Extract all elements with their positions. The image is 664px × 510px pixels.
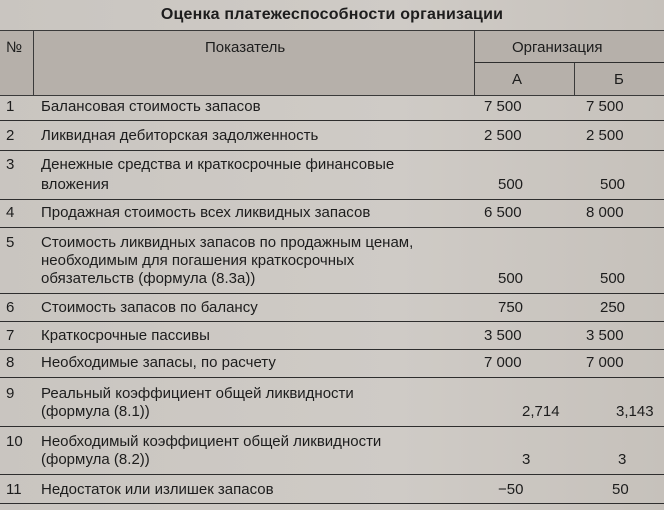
row-divider [0,150,664,151]
header-org-b: Б [614,71,624,88]
row-indicator: Краткосрочные пассивы [41,327,210,344]
row-number: 7 [6,327,15,344]
row-value-a: 7 000 [484,354,522,371]
row-value-b: 7 000 [586,354,624,371]
header-divider [574,62,575,95]
row-value-b: 500 [600,270,626,287]
row-value-b: 50 [612,481,629,498]
row-value-b: 250 [600,299,626,316]
header-subline [474,62,664,63]
row-number: 3 [6,156,15,173]
header-org-a: А [512,71,523,88]
row-value-b: 3,143 [616,403,654,420]
row-indicator-line2: необходимым для погашения краткосрочных [41,252,355,269]
header-divider [33,30,34,95]
row-value-a: 3 500 [484,327,522,344]
row-divider [0,293,664,294]
row-indicator-line3: обязательств (формула (8.3а)) [41,270,256,287]
row-value-a: 7 500 [484,98,522,115]
row-indicator: Стоимость запасов по балансу [41,299,258,316]
row-indicator: Стоимость ликвидных запасов по продажным ценам, [41,234,414,251]
row-value-b: 3 500 [586,327,624,344]
row-value-a: 2 500 [484,127,522,144]
row-indicator-line2: (формула (8.2)) [41,451,150,468]
row-number: 11 [6,481,22,498]
header-indicator: Показатель [205,39,286,56]
row-value-b: 500 [600,176,626,193]
row-indicator: Балансовая стоимость запасов [41,98,261,115]
row-number: 4 [6,204,15,221]
row-number: 1 [6,98,15,115]
row-value-a: 2,714 [522,403,560,420]
row-divider [0,120,664,121]
row-divider [0,227,664,228]
header-number: № [6,39,23,56]
header-organization: Организация [512,39,603,56]
row-value-b: 8 000 [586,204,624,221]
table-title: Оценка платежеспособности организации [160,6,504,23]
row-indicator: Необходимые запасы, по расчету [41,354,276,371]
row-indicator: Денежные средства и краткосрочные финансовые [41,156,395,173]
row-indicator: Продажная стоимость всех ликвидных запасов [41,204,371,221]
row-value-a: 750 [498,299,524,316]
row-divider [0,377,664,378]
row-value-b: 7 500 [586,98,624,115]
row-number: 2 [6,127,15,144]
row-divider [0,199,664,200]
row-indicator: Необходимый коэффициент общей ликвидности [41,433,382,450]
row-indicator: Реальный коэффициент общей ликвидности [41,385,354,402]
row-indicator: Ликвидная дебиторская задолженность [41,127,319,144]
row-divider [0,503,664,504]
row-number: 8 [6,354,15,371]
row-value-a: 6 500 [484,204,522,221]
row-number: 5 [6,234,15,251]
row-divider [0,426,664,427]
row-value-a: 3 [522,451,531,468]
row-number: 9 [6,385,15,402]
row-number: 10 [6,433,23,450]
row-value-b: 3 [618,451,627,468]
row-number: 6 [6,299,15,316]
row-indicator: Недостаток или излишек запасов [41,481,274,498]
row-value-a: −50 [498,481,524,498]
row-divider [0,349,664,350]
row-indicator-line2: (формула (8.1)) [41,403,150,420]
row-divider [0,321,664,322]
row-value-a: 500 [498,176,524,193]
row-value-a: 500 [498,270,524,287]
row-value-b: 2 500 [586,127,624,144]
row-indicator-line2: вложения [41,176,109,193]
row-divider [0,474,664,475]
